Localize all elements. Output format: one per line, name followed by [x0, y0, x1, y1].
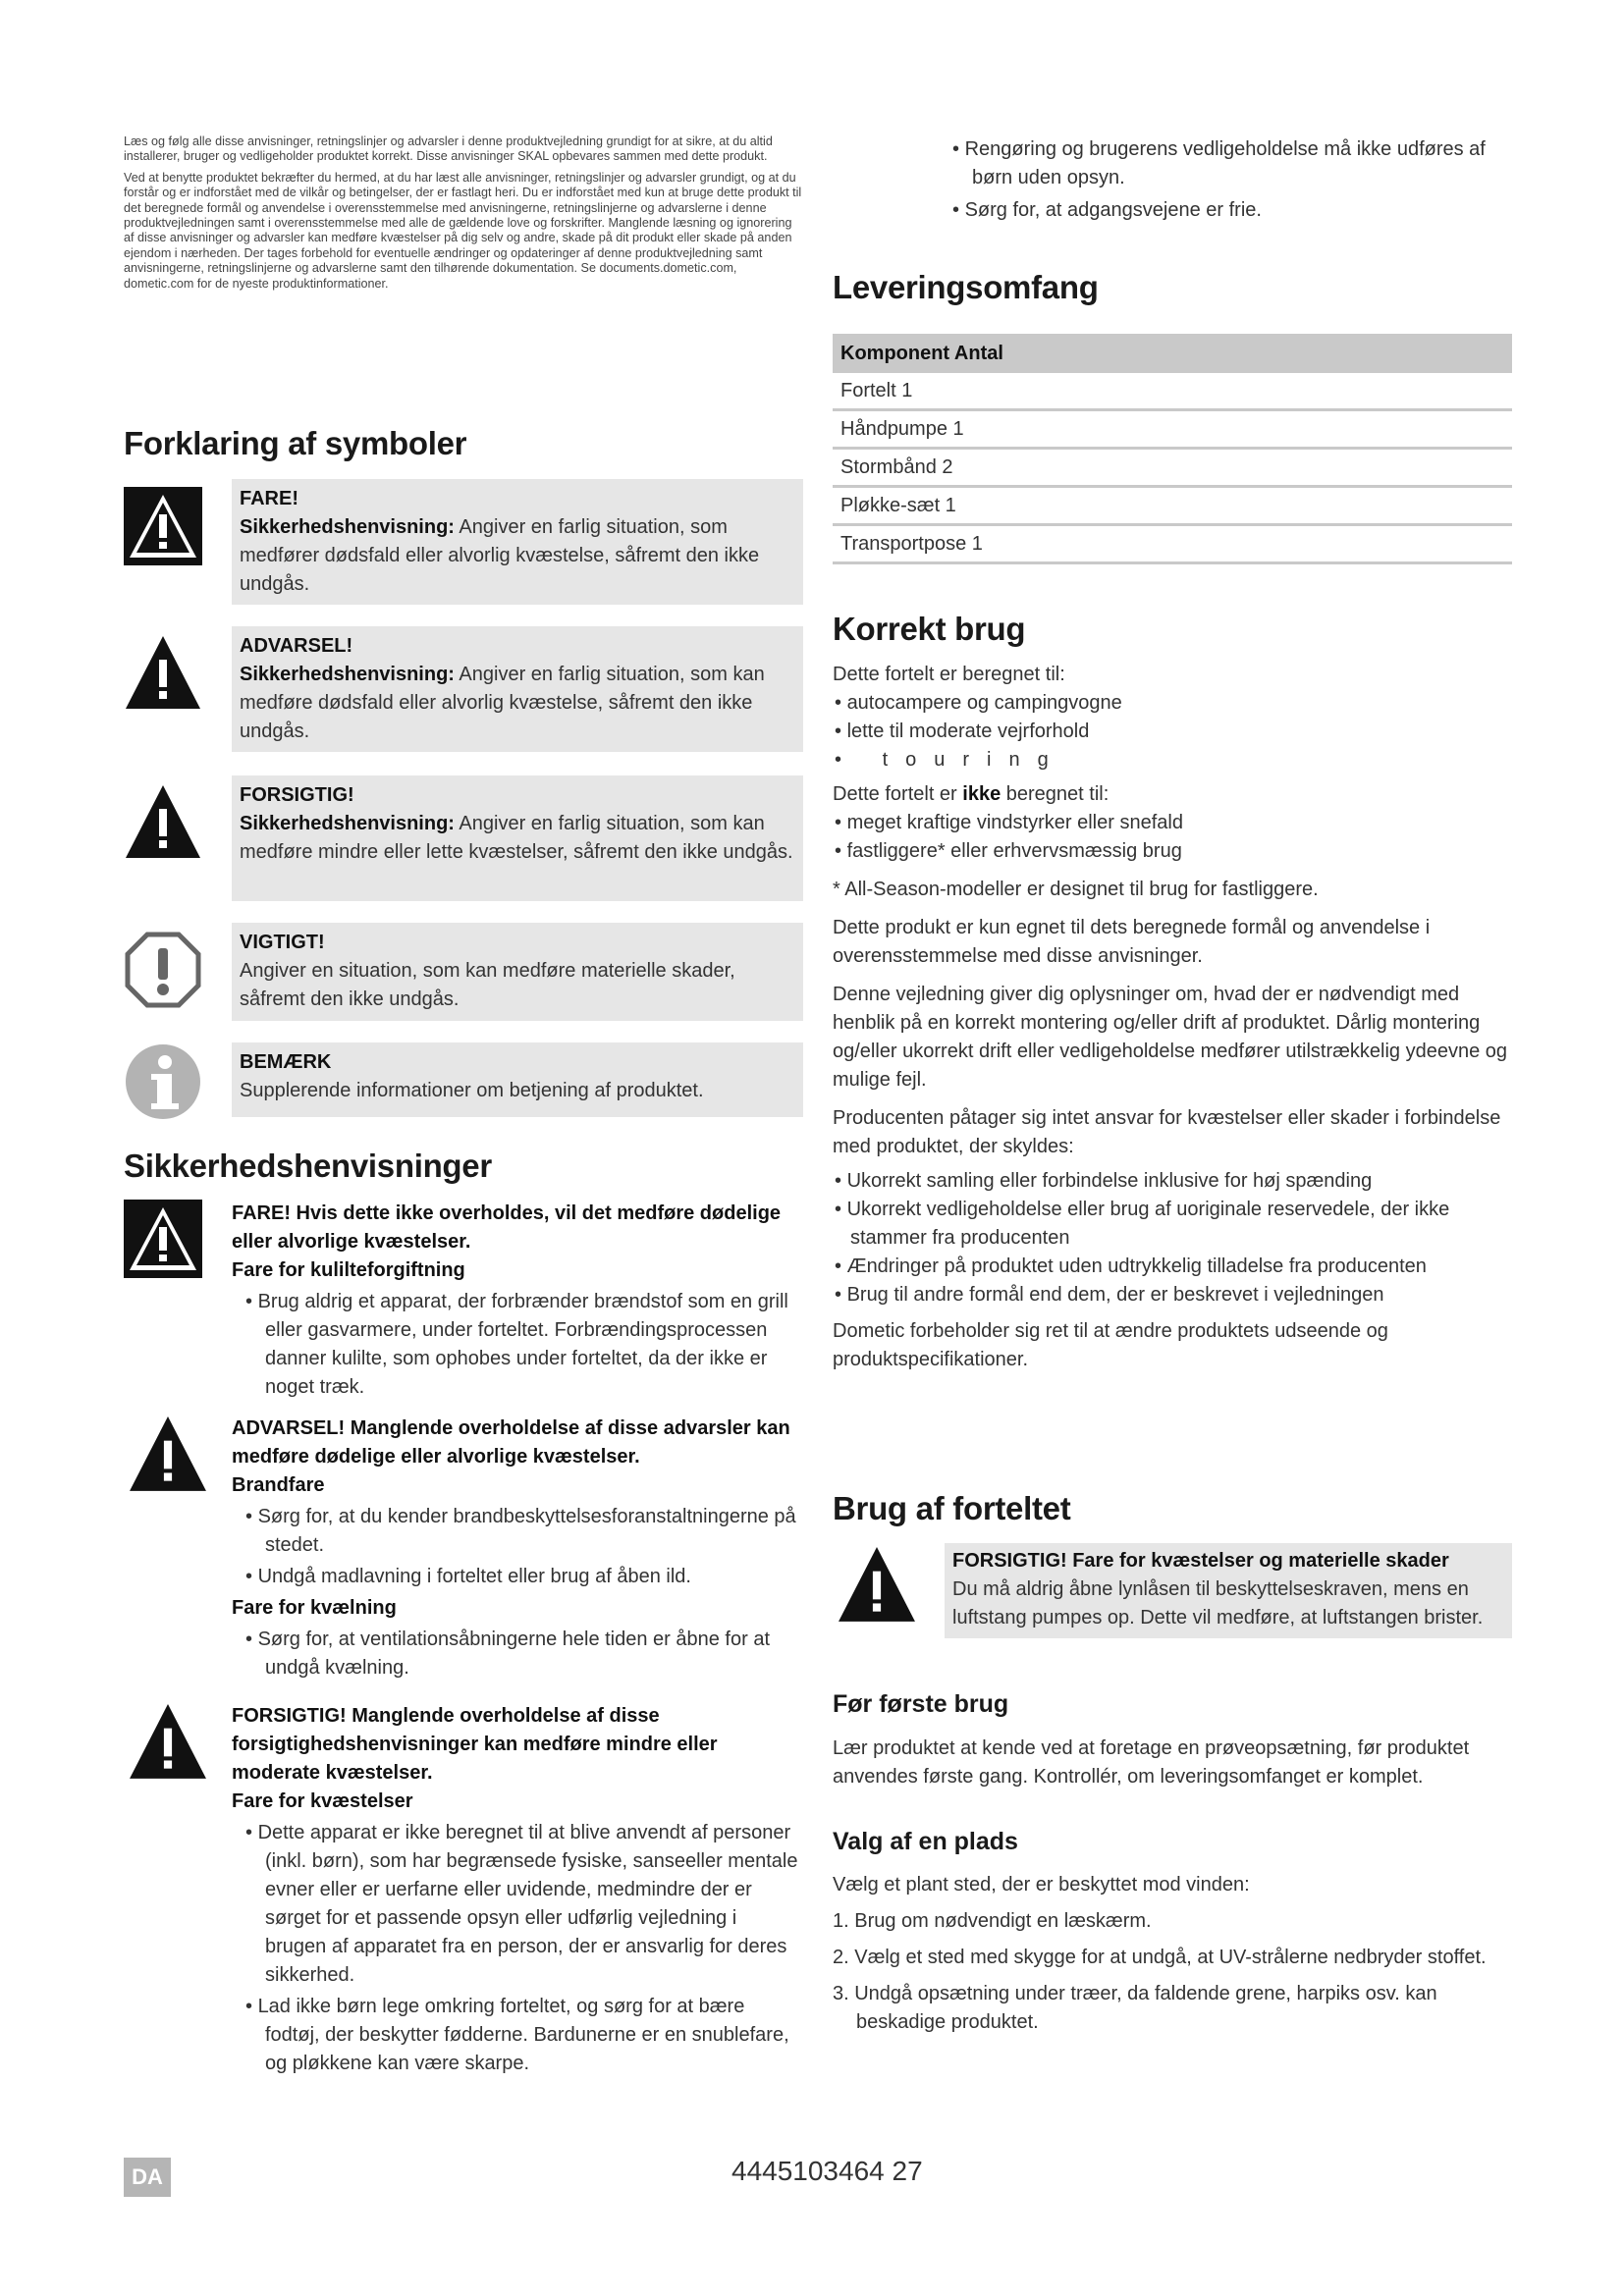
symbol-fare-bold: Sikkerhedshenvisning: [240, 516, 455, 538]
symbol-forsigtig-bold: Sikkerhedshenvisning: [240, 813, 455, 834]
right-top-bullets [939, 135, 1512, 228]
safety-forsigtig-sub: Fare for kvæstelser [232, 1790, 413, 1812]
symbol-fare [124, 479, 803, 605]
symbol-bemaerk-text: Supplerende informationer om betjening af produktet. [240, 1080, 704, 1101]
right-top-bullet: • Rengøring og brugerens vedligeholdelse må ikke udføres af børn uden opsyn. [939, 135, 1512, 192]
intro-paragraph-1: Læs og følg alle disse anvisninger, retningslinjer og advarsler i denne produktvejledning grundigt for at sikre, at du altid installerer, bruger og vedligeholder produktet korrekt. Disse anvisninger SKAL opbevares sammen med dette produkt. [124, 134, 773, 164]
korrekt-section [833, 661, 1512, 1374]
danger-icon [124, 487, 202, 565]
brug-warning-box [945, 1543, 1512, 1638]
notice-octagon-icon [124, 931, 202, 1009]
levering-row: Fortelt 1 [833, 373, 1512, 410]
brug-title: Brug af forteltet [833, 1490, 1071, 1526]
symbol-vigtigt-label: VIGTIGT! [240, 932, 325, 953]
symbol-bemaerk-label: BEMÆRK [240, 1051, 332, 1073]
brug-warning-head: FORSIGTIG! Fare for kvæstelser og materielle skader [952, 1550, 1449, 1572]
symbol-vigtigt-box [232, 923, 803, 1021]
place-intro: Vælg et plant sted, der er beskyttet mod vinden: [833, 1874, 1250, 1896]
symbol-vigtigt-text: Angiver en situation, som kan medføre materielle skader, såfremt den ikke undgås. [240, 960, 735, 1010]
safety-fare-sub: Fare for kulilteforgiftning [232, 1259, 465, 1281]
korrekt-not-bold: ikke [962, 783, 1001, 805]
safety-advarsel-sub2: Fare for kvælning [232, 1597, 397, 1619]
korrekt-for-item: • lette til moderate vejrforhold [833, 718, 1512, 746]
safety-forsigtig-bullet: • Dette apparat er ikke beregnet til at blive anvendt af personer (inkl. børn), som har begrænsede fysiske, sanseeller mentale evner eller er uerfarne eller uvidende, medmindre der er sørget for et passende opsyn eller udførlig vejledning i brugen af apparatet fra en person, der er ansvarlig for deres sikkerhed. [232, 1819, 803, 1990]
levering-row: Stormbånd 2 [833, 449, 1512, 487]
warning-icon [124, 634, 202, 713]
brug-warning-text: Du må aldrig åbne lynlåsen til beskyttelseskraven, mens en luftstang pumpes op. Dette vil medføre, at luftstangen brister. [952, 1578, 1484, 1629]
symbol-bemaerk [124, 1042, 803, 1123]
symbol-forsigtig [124, 775, 803, 901]
brug-warning [833, 1543, 1512, 1671]
safety-advarsel-sub1: Brandfare [232, 1474, 325, 1496]
levering-row: Håndpumpe 1 [833, 410, 1512, 449]
symbol-forsigtig-label: FORSIGTIG! [240, 784, 354, 806]
symbol-advarsel-label: ADVARSEL! [240, 635, 353, 657]
place-step: 2. Vælg et sted med skygge for at undgå, at UV-strålerne nedbryder stoffet. [833, 1947, 1487, 1968]
korrekt-for-item: • touring [833, 746, 1512, 774]
korrekt-p2: Denne vejledning giver dig oplysninger om, hvad der er nødvendigt med henblik på en korrekt montering og/eller drift af produktet. Dårlig montering og/eller ukorrekt drift eller vedligeholdelse medfører utilstrækkelig ydeevne og mulige fejl. [833, 984, 1507, 1091]
safety-advarsel-bullet: • Sørg for, at ventilationsåbningerne hele tiden er åbne for at undgå kvælning. [232, 1626, 803, 1682]
korrekt-p3: Producenten påtager sig intet ansvar for kvæstelser eller skader i forbindelse med produktet, der skyldes: [833, 1107, 1501, 1157]
first-use-text: Lær produktet at kende ved at foretage en prøveopsætning, før produktet anvendes første gang. Kontrollér, om leveringsomfanget er komplet. [833, 1737, 1470, 1788]
safety-advarsel-body [232, 1415, 803, 1685]
korrekt-cause: • Ukorrekt vedligeholdelse eller brug af uoriginale reservedele, der ikke stammer fra producenten [833, 1196, 1512, 1253]
intro-paragraph-2: Ved at benytte produktet bekræfter du hermed, at du har læst alle anvisninger, retningslinjer og advarsler grundigt, og at du forstår og er indforstået med de vilkår og betingelser, der er fastlagt heri. Du er indforstået med kun at bruge dette produkt til det beregnede formål og anvendelse i overensstemmelse med anvisningerne, retningslinjerne og advarslerne i denne produktvejledningen samt i overensstemmelse med alle de gældende love og forskrifter. Manglende læsning og ignorering af disse anvisninger og advarsler kan medføre kvæstelser på dig selv og andre, skade på dit produkt eller skade på anden ejendom i nærheden. Der tages forbehold for eventuelle ændringer og opdateringer af denne produktvejledning samt anvisningerne, retningslinjerne og advarslerne samt den tilhørende dokumentation. Se documents.dometic.com, dometic.com for de nyeste produktinformationer. [124, 170, 802, 291]
levering-title: Leveringsomfang [833, 269, 1099, 305]
korrekt-for-item: • autocampere og campingvogne [833, 689, 1512, 718]
symbol-forsigtig-box [232, 775, 803, 901]
symbol-forsigtig-text: Angiver en farlig situation, som kan medføre mindre eller lette kvæstelser, såfremt den ikke undgås. [240, 813, 793, 863]
symbol-advarsel-box [232, 626, 803, 752]
info-icon [124, 1042, 202, 1121]
safety-title: Sikkerhedshenvisninger [124, 1148, 492, 1184]
safety-fare-heading: FARE! Hvis dette ikke overholdes, vil det medføre dødelige eller alvorlige kvæstelser. [232, 1202, 782, 1253]
language-badge: DA [124, 2158, 171, 2197]
danger-icon [124, 1200, 202, 1278]
warning-icon [124, 1415, 212, 1495]
intro-text [124, 134, 803, 297]
safety-forsigtig-bullet: • Lad ikke børn lege omkring forteltet, og sørg for at bære fodtøj, der beskytter fødderne. Bardunerne er en snublefare, og pløkkene kan være skarpe. [232, 1993, 803, 2078]
caution-icon [124, 1702, 212, 1783]
symbol-bemaerk-box [232, 1042, 803, 1117]
symbols-title: Forklaring af symboler [124, 425, 467, 461]
place-title: Valg af en plads [833, 1828, 1018, 1855]
page-number: 4445103464 27 [731, 2156, 923, 2186]
korrekt-not-post: beregnet til: [1001, 783, 1110, 805]
place-step: 1. Brug om nødvendigt en læskærm. [833, 1910, 1152, 1932]
first-use-title: Før første brug [833, 1690, 1009, 1718]
symbol-fare-text: Angiver en farlig situation, som medfører dødsfald eller alvorlig kvæstelse, såfremt den ikke undgås. [240, 516, 760, 595]
symbol-advarsel-text: Angiver en farlig situation, som kan medføre dødsfald eller alvorlig kvæstelse, såfremt den ikke undgås. [240, 664, 765, 742]
safety-advarsel-bullet: • Undgå madlavning i forteltet eller brug af åben ild. [232, 1563, 803, 1591]
levering-row: Pløkke-sæt 1 [833, 487, 1512, 525]
symbol-advarsel [124, 626, 803, 752]
korrekt-cause: • Ændringer på produktet uden udtrykkelig tilladelse fra producenten [833, 1253, 1512, 1281]
caution-icon [833, 1545, 921, 1626]
levering-table [833, 334, 1512, 564]
korrekt-p1: Dette produkt er kun egnet til dets beregnede formål og anvendelse i overensstemmelse med disse anvisninger. [833, 917, 1431, 967]
safety-forsigtig-heading: FORSIGTIG! Manglende overholdelse af disse forsigtighedshenvisninger kan medføre mindre eller moderate kvæstelser. [232, 1705, 718, 1784]
symbol-advarsel-bold: Sikkerhedshenvisning: [240, 664, 455, 685]
korrekt-cause: • Brug til andre formål end dem, der er beskrevet i vejledningen [833, 1281, 1512, 1309]
safety-advarsel-heading: ADVARSEL! Manglende overholdelse af disse advarsler kan medføre dødelige eller alvorlige kvæstelser. [232, 1417, 790, 1468]
korrekt-title: Korrekt brug [833, 611, 1026, 647]
korrekt-notfor-item: • meget kraftige vindstyrker eller snefald [833, 809, 1512, 837]
safety-fare-bullet: • Brug aldrig et apparat, der forbrænder brændstof som en grill eller gasvarmere, under forteltet. Forbrændingsprocessen danner kulilte, som ophobes under forteltet, da der ikke er noget træk. [232, 1288, 803, 1402]
place-section [833, 1871, 1512, 2037]
symbol-vigtigt [124, 923, 803, 1021]
safety-forsigtig-body [232, 1702, 803, 2081]
place-step: 3. Undgå opsætning under træer, da faldende grene, harpiks osv. kan beskadige produktet. [833, 1983, 1437, 2033]
symbol-fare-box [232, 479, 803, 605]
korrekt-cause: • Ukorrekt samling eller forbindelse inklusive for høj spænding [833, 1167, 1512, 1196]
right-top-bullet: • Sørg for, at adgangsvejene er frie. [939, 196, 1512, 225]
levering-table-header: Komponent Antal [833, 334, 1512, 373]
caution-icon [124, 783, 202, 862]
safety-fare-body [232, 1200, 803, 1405]
korrekt-p4: Dometic forbeholder sig ret til at ændre produktets udseende og produktspecifikationer. [833, 1320, 1388, 1370]
korrekt-not-pre: Dette fortelt er [833, 783, 963, 805]
safety-advarsel-bullet: • Sørg for, at du kender brandbeskyttelsesforanstaltningerne på stedet. [232, 1503, 803, 1560]
korrekt-not-line [833, 780, 1512, 809]
korrekt-intro: Dette fortelt er beregnet til: [833, 664, 1065, 685]
symbol-fare-label: FARE! [240, 488, 298, 509]
korrekt-note: * All-Season-modeller er designet til brug for fastliggere. [833, 879, 1319, 900]
levering-row: Transportpose 1 [833, 525, 1512, 563]
korrekt-notfor-item: • fastliggere* eller erhvervsmæssig brug [833, 837, 1512, 866]
